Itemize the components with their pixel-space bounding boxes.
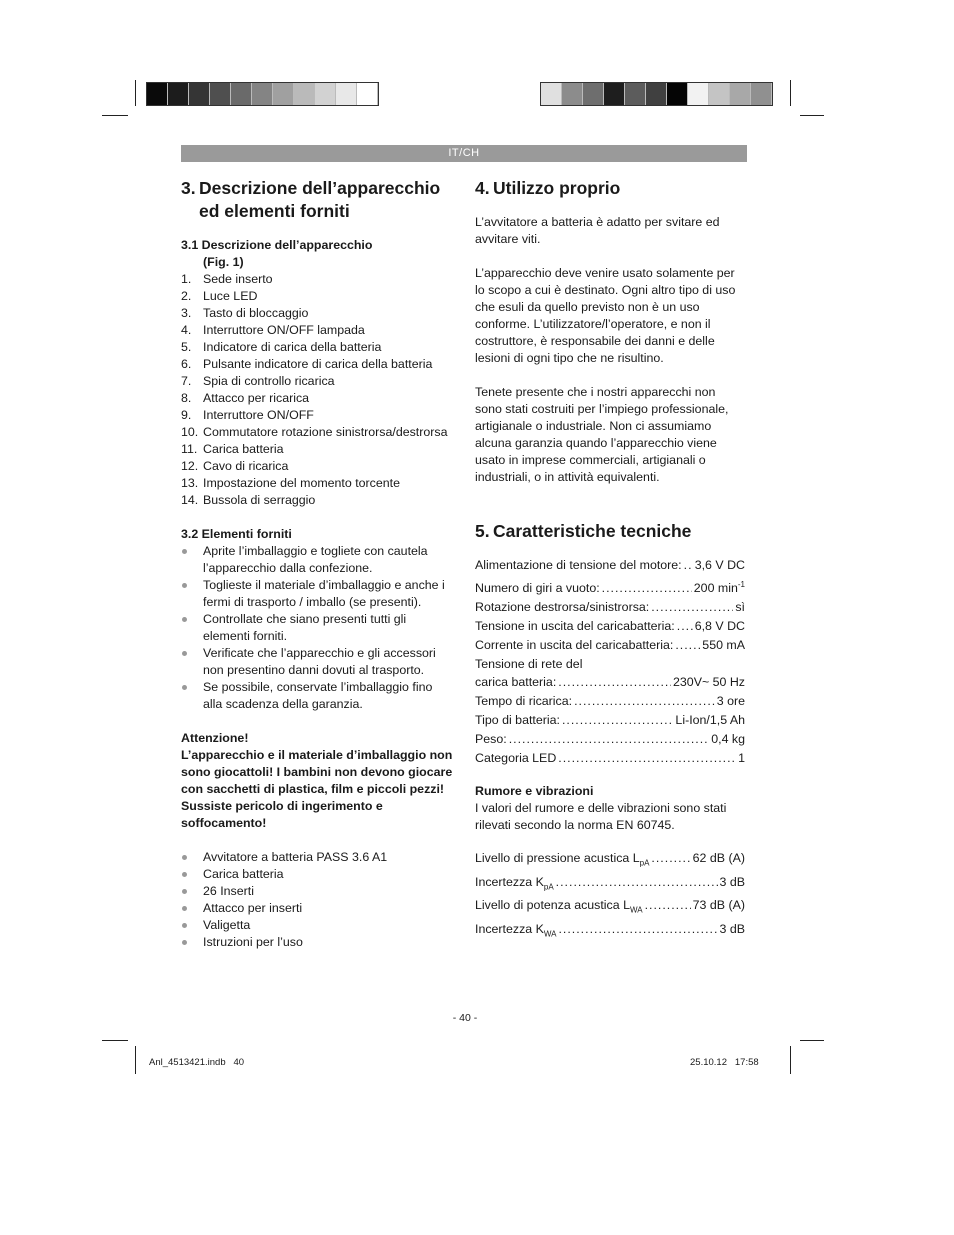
spec-value — [711, 730, 745, 749]
noise-heading: Rumore e vibrazioni — [475, 784, 594, 799]
language-header-strip — [181, 145, 747, 162]
part-list-item — [181, 424, 451, 441]
spec-value — [702, 636, 745, 655]
color-swatch — [646, 83, 667, 105]
package-content-item: Attacco per inserti — [181, 900, 451, 917]
part-name: Impostazione del momento torcente — [203, 476, 400, 490]
leader-dots — [602, 579, 692, 598]
color-swatch — [667, 83, 688, 105]
part-list-item — [181, 339, 451, 356]
spec-row-mains-voltage: carica batteria: ..... 230V~ 50 Hz — [475, 673, 745, 692]
package-content-item: Avvitatore a batteria PASS 3.6 A1 — [181, 849, 451, 866]
attention-text: L’apparecchio e il materiale d’imballaggio non sono giocattoli! I bambini non devono giocare con sacchetti di plastica, film e piccoli pezzi! Sussiste pericolo di ingerimento e soffocamento! — [181, 748, 453, 830]
spec-value-text: 62 dB (A) — [692, 851, 745, 866]
crop-mark — [790, 1046, 791, 1074]
color-swatch — [315, 83, 336, 105]
right-column — [475, 177, 745, 943]
part-number: 9. — [181, 408, 192, 422]
leader-dots — [509, 730, 710, 749]
part-name: Tasto di bloccaggio — [203, 306, 309, 320]
crop-mark — [135, 80, 136, 106]
leader-dots — [558, 749, 736, 768]
spec-value-text: 3 ore — [716, 694, 745, 709]
parts-list — [181, 271, 451, 509]
package-content-item: Valigetta — [181, 917, 451, 934]
intended-use-paragraph-2: L’apparecchio deve venire usato solamente per lo scopo a cui è destinato. Ogni altro tipo di uso che esuli da quello previsto non è un uso conforme. L’utilizzatore/l’operatore, e non il costruttore, è responsabile dei danni e delle lesioni di ogni tipo che ne risultino. — [475, 266, 736, 365]
spec-label: Numero di giri a vuoto: — [475, 581, 600, 596]
spec-label-subscript: WA — [543, 929, 557, 938]
spec-row — [475, 575, 745, 598]
leader-dots — [675, 636, 700, 655]
color-swatch — [562, 83, 583, 105]
spec-label-wrap — [475, 920, 556, 943]
part-name: Interruttore ON/OFF lampada — [203, 323, 365, 337]
leader-dots — [558, 920, 717, 939]
part-name: Sede inserto — [203, 272, 273, 286]
part-name: Indicatore di carica della batteria — [203, 340, 382, 354]
spec-row — [475, 692, 745, 711]
spec-label: Incertezza K — [475, 874, 544, 889]
color-calibration-bar-right — [540, 82, 773, 106]
spec-label: Corrente in uscita del caricabatteria: — [475, 638, 674, 653]
spec-label: Livello di potenza acustica L — [475, 898, 630, 913]
noise-paragraph: I valori del rumore e delle vibrazioni sono stati rilevati secondo la norma EN 60745. — [475, 801, 727, 833]
technical-specs-list-2 — [475, 692, 745, 768]
part-list-item — [181, 441, 451, 458]
part-number: 6. — [181, 357, 192, 371]
part-list-item — [181, 356, 451, 373]
unpack-instruction-item: Toglieste il materiale d’imballaggio e anche i fermi di trasporto / imballo (se presenti). — [181, 577, 451, 611]
color-swatch — [168, 83, 189, 105]
color-swatch — [709, 83, 730, 105]
crop-mark — [102, 1040, 128, 1041]
spec-label: Rotazione destrorsa/sinistrorsa: — [475, 600, 650, 615]
spec-value — [720, 873, 746, 892]
part-list-item — [181, 305, 451, 322]
part-name: Spia di controllo ricarica — [203, 374, 335, 388]
color-swatch — [541, 83, 562, 105]
part-list-item — [181, 390, 451, 407]
part-number: 2. — [181, 289, 192, 303]
part-number: 4. — [181, 323, 192, 337]
part-number: 14. — [181, 493, 199, 507]
intended-use-paragraph-1: L’avvitatore a batteria è adatto per svitare ed avvitare viti. — [475, 215, 720, 246]
spec-label-wrap — [475, 849, 649, 872]
leader-dots — [651, 849, 690, 868]
noise-row — [475, 896, 745, 919]
spec-value-text: Li-Ion/1,5 Ah — [675, 713, 745, 728]
technical-specs-list — [475, 556, 745, 655]
spec-row — [475, 556, 745, 575]
color-swatch — [252, 83, 273, 105]
spec-label: Alimentazione di tensione del motore: — [475, 558, 682, 572]
part-list-item — [181, 373, 451, 390]
spec-value-text: 6,8 V DC — [694, 619, 745, 634]
spec-row — [475, 636, 745, 655]
spec-value — [720, 920, 746, 939]
spec-label: Livello di pressione acustica L — [475, 851, 640, 866]
spec-value — [694, 575, 745, 598]
package-contents-list — [181, 849, 451, 951]
spec-row — [475, 617, 745, 636]
part-name: Commutatore rotazione sinistrorsa/destrorsa — [203, 425, 448, 439]
noise-row — [475, 920, 745, 943]
spec-value-text: 73 dB (A) — [692, 898, 745, 913]
part-list-item — [181, 475, 451, 492]
file-info: Anl_4513421.indb 40 — [149, 1057, 245, 1068]
package-content-item: Istruzioni per l’uso — [181, 934, 451, 951]
color-swatch — [210, 83, 231, 105]
noise-row — [475, 849, 745, 872]
noise-values-list — [475, 849, 745, 943]
spec-value — [675, 711, 745, 730]
unpack-instructions-list — [181, 543, 451, 713]
spec-label-subscript: WA — [629, 905, 643, 915]
part-name: Interruttore ON/OFF — [203, 408, 314, 422]
spec-label: Tipo di batteria: — [475, 713, 560, 728]
spec-row — [475, 598, 745, 617]
spec-value-text: 200 min — [693, 581, 738, 596]
spec-value-superscript: -1 — [737, 580, 745, 589]
leader-dots — [651, 598, 733, 617]
attention-title: Attenzione! — [181, 731, 249, 745]
spec-value-text: 550 mA — [702, 638, 745, 653]
spec-value-text: 1 — [738, 751, 745, 766]
crop-mark — [790, 80, 791, 106]
left-column — [181, 177, 451, 951]
color-swatch — [357, 83, 378, 105]
crop-mark — [800, 1040, 824, 1041]
package-content-item: Carica batteria — [181, 866, 451, 883]
part-number: 1. — [181, 272, 192, 286]
part-list-item — [181, 271, 451, 288]
part-number: 7. — [181, 374, 192, 388]
spec-value — [693, 849, 745, 868]
spec-label-wrap — [475, 896, 643, 919]
spec-value — [717, 692, 745, 711]
spec-row — [475, 730, 745, 749]
language-code: IT/CH — [448, 147, 480, 159]
unpack-instruction-item: Controllate che siano presenti tutti gli elementi forniti. — [181, 611, 451, 645]
color-swatch — [751, 83, 772, 105]
section-5-heading: 5. Caratteristiche tecniche — [475, 521, 692, 541]
part-list-item — [181, 407, 451, 424]
color-swatch — [147, 83, 168, 105]
spec-value-text: 3 dB — [719, 921, 745, 936]
spec-label: Tensione in uscita del caricabatteria: — [475, 619, 675, 634]
package-content-item: 26 Inserti — [181, 883, 451, 900]
color-swatch — [730, 83, 751, 105]
color-swatch — [231, 83, 252, 105]
leader-dots — [574, 692, 715, 711]
intended-use-paragraph-3: Tenete presente che i nostri apparecchi non sono stati costruiti per l’impiego professionale, artigianale o industriale. Non ci assumiamo alcuna garanzia quando l’apparecchio viene usato in imprese commerciali, artigianali o industriali, o in attività equivalenti. — [475, 385, 729, 484]
part-number: 3. — [181, 306, 192, 320]
part-number: 10. — [181, 425, 199, 439]
leader-dots — [677, 617, 693, 636]
part-number: 11. — [181, 442, 198, 456]
spec-label: Categoria LED — [475, 751, 557, 766]
spec-label: Peso: — [475, 732, 507, 747]
spec-label-subscript: pA — [543, 882, 554, 892]
spec-label-wrap — [475, 873, 554, 896]
subsection-3-1-heading: 3.1 Descrizione dell’apparecchio (Fig. 1) — [181, 238, 373, 269]
color-calibration-bar-left — [146, 82, 379, 106]
spec-value — [695, 617, 745, 636]
leader-dots — [645, 896, 691, 915]
part-number: 5. — [181, 340, 192, 354]
color-swatch — [604, 83, 625, 105]
section-3-heading: 3. Descrizione dell’apparecchio ed elementi forniti — [181, 178, 441, 221]
crop-mark — [102, 115, 128, 116]
unpack-instruction-item: Verificate che l’apparecchio e gli accessori non presentino danni dovuti al trasporto. — [181, 645, 451, 679]
part-name: Carica batteria — [203, 442, 284, 456]
spec-value-text: sì — [735, 600, 745, 615]
spec-label-subscript: pA — [639, 858, 650, 868]
color-swatch — [273, 83, 294, 105]
leader-dots — [562, 711, 673, 730]
spec-row — [475, 711, 745, 730]
leader-dots — [684, 556, 693, 575]
subsection-3-2-heading: 3.2 Elementi forniti — [181, 527, 292, 541]
page-number: - 40 - — [452, 1012, 478, 1024]
part-name: Bussola di serraggio — [203, 493, 316, 507]
print-date: 25.10.12 17:58 — [690, 1057, 759, 1068]
color-swatch — [294, 83, 315, 105]
part-name: Cavo di ricarica — [203, 459, 289, 473]
unpack-instruction-item: Se possibile, conservate l’imballaggio fino alla scadenza della garanzia. — [181, 679, 451, 713]
part-number: 8. — [181, 391, 192, 405]
spec-value-text: 3,6 V DC — [694, 558, 745, 572]
spec-value-text: 0,4 kg — [711, 732, 745, 747]
spec-label: Tempo di ricarica: — [475, 694, 573, 709]
mains-voltage-label: Tensione di rete del — [475, 657, 583, 672]
spec-value — [693, 896, 745, 915]
part-number: 13. — [181, 476, 199, 490]
color-swatch — [336, 83, 357, 105]
spec-value — [738, 749, 745, 768]
spec-value-text: 3 dB — [719, 874, 745, 889]
part-name: Pulsante indicatore di carica della batteria — [203, 357, 433, 371]
spec-label: Incertezza K — [475, 921, 544, 936]
part-list-item — [181, 458, 451, 475]
color-swatch — [189, 83, 210, 105]
noise-row — [475, 873, 745, 896]
part-list-item — [181, 492, 451, 509]
part-name: Attacco per ricarica — [203, 391, 310, 405]
spec-value — [695, 556, 745, 575]
unpack-instruction-item: Aprite l’imballaggio e togliete con cautela l’apparecchio dalla confezione. — [181, 543, 451, 577]
part-name: Luce LED — [203, 289, 258, 303]
part-list-item — [181, 288, 451, 305]
spec-row — [475, 749, 745, 768]
color-swatch — [583, 83, 604, 105]
color-swatch — [625, 83, 646, 105]
section-4-heading: 4. Utilizzo proprio — [475, 178, 621, 198]
crop-mark — [135, 1046, 136, 1074]
part-list-item — [181, 322, 451, 339]
color-swatch — [688, 83, 709, 105]
leader-dots — [556, 873, 718, 892]
part-number: 12. — [181, 459, 199, 473]
crop-mark — [800, 115, 824, 116]
spec-value — [735, 598, 745, 617]
